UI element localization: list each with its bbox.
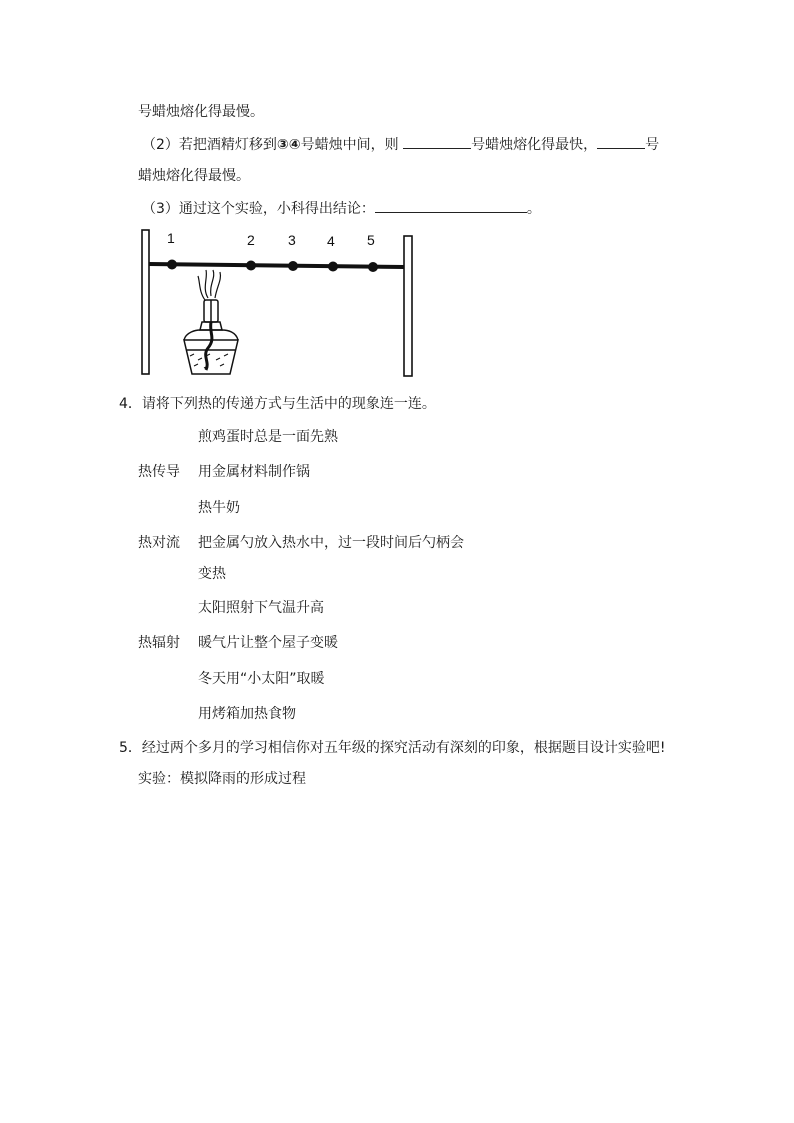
alcohol-lamp bbox=[184, 270, 238, 374]
q3-conclusion-blank[interactable] bbox=[375, 198, 527, 213]
q3-answer-blank-slowest[interactable] bbox=[597, 134, 645, 149]
q3-part2-line2: 蜡烛熔化得最慢。 bbox=[138, 168, 250, 184]
right-stand bbox=[404, 236, 412, 376]
q3-part2-after-blank1: 号蜡烛熔化得最快， bbox=[471, 137, 598, 153]
candle-label-4: 4 bbox=[327, 233, 335, 249]
q3-answer-blank-fastest[interactable] bbox=[403, 134, 471, 149]
q3-top-line: 号蜡烛熔化得最慢。 bbox=[138, 104, 264, 120]
q3-part2-pre: （2）若把酒精灯移到 bbox=[142, 137, 277, 153]
q4-method-radiation[interactable]: 热辐射 bbox=[138, 635, 180, 651]
q3-part2-circled: ③④ bbox=[276, 137, 301, 153]
q4-phenomenon-5[interactable]: 太阳照射下气温升高 bbox=[198, 600, 324, 616]
candle-dot-2 bbox=[246, 261, 256, 271]
q4-method-convection[interactable]: 热对流 bbox=[138, 535, 180, 551]
q4-phenomenon-2[interactable]: 用金属材料制作锅 bbox=[198, 464, 310, 480]
q3-part2-mid: 号蜡烛中间，则 bbox=[300, 137, 399, 153]
q4-phenomenon-1[interactable]: 煎鸡蛋时总是一面先熟 bbox=[198, 429, 338, 445]
candle-label-2: 2 bbox=[247, 232, 255, 248]
q4-phenomenon-8[interactable]: 用烤箱加热食物 bbox=[198, 706, 296, 722]
q4-phenomenon-7[interactable]: 冬天用“小太阳”取暖 bbox=[198, 671, 325, 687]
q3-part3-end: 。 bbox=[526, 201, 541, 217]
candle-dot-4 bbox=[328, 262, 338, 272]
candle-dot-5 bbox=[368, 262, 378, 272]
metal-rod bbox=[149, 264, 404, 267]
q4-phenomenon-4[interactable]: 把金属勺放入热水中，过一段时间后勺柄会 bbox=[198, 535, 464, 551]
q5-stem: 5．经过两个多月的学习相信你对五年级的探究活动有深刻的印象，根据题目设计实验吧! bbox=[119, 740, 666, 756]
q5-experiment-title: 实验：模拟降雨的形成过程 bbox=[138, 771, 306, 787]
left-stand bbox=[142, 230, 149, 374]
q4-stem: 4．请将下列热的传递方式与生活中的现象连一连。 bbox=[119, 396, 436, 412]
candle-label-3: 3 bbox=[288, 232, 296, 248]
q3-part2-tail: 号 bbox=[645, 137, 660, 153]
q4-phenomenon-6[interactable]: 暖气片让整个屋子变暖 bbox=[198, 635, 338, 651]
q4-phenomenon-4-cont: 变热 bbox=[198, 566, 226, 582]
q3-part3-pre: （3）通过这个实验，小科得出结论： bbox=[142, 201, 375, 217]
candle-label-1: 1 bbox=[167, 230, 175, 246]
q3-part2-line1 bbox=[142, 134, 659, 155]
q3-part3-line bbox=[142, 198, 541, 219]
candle-dot-1 bbox=[167, 260, 177, 270]
q4-method-conduction[interactable]: 热传导 bbox=[138, 464, 180, 480]
candle-experiment-diagram bbox=[136, 226, 426, 378]
candle-dot-3 bbox=[288, 261, 298, 271]
q4-phenomenon-3[interactable]: 热牛奶 bbox=[198, 500, 240, 516]
candle-label-5: 5 bbox=[367, 232, 375, 248]
